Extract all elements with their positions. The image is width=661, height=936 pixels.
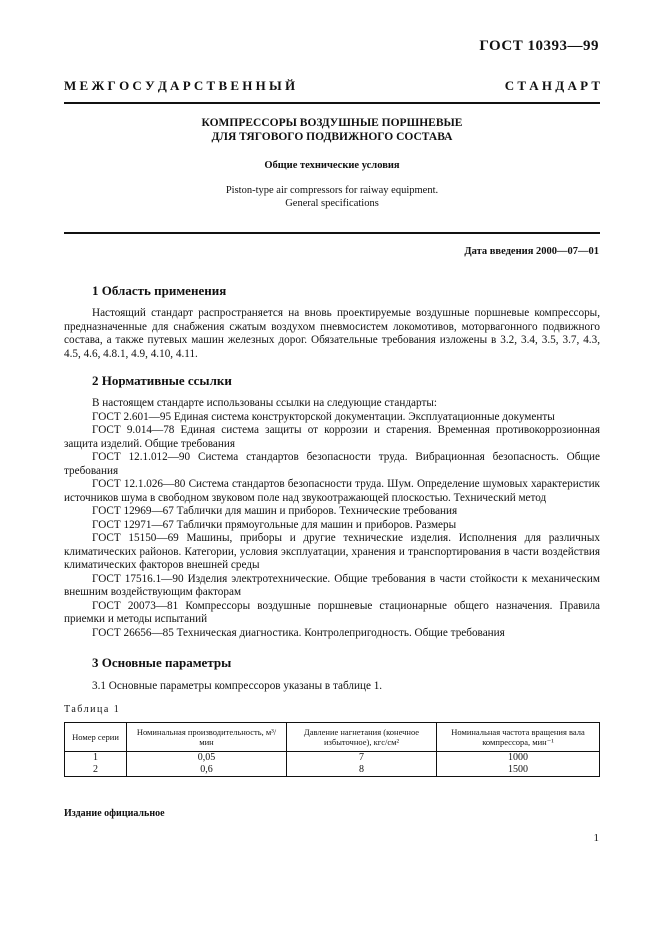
table-cell: 1000 [437,752,600,765]
normative-ref: ГОСТ 12969—67 Таблички для машин и приборов. Технические требования [92,505,458,517]
normative-ref: ГОСТ 26656—85 Техническая диагностика. Контролепригодность. Общие требования [92,626,505,639]
official-edition-label: Издание официальное [64,808,165,819]
normative-ref: ГОСТ 2.601—95 Единая система конструкторской документации. Эксплуатационные документы [92,410,555,423]
standard-word: С Т А Н Д А Р Т [504,78,600,93]
normative-ref: ГОСТ 12.1.012—90 Система стандартов безопасности труда. Вибрационная безопасность. Общие требования [64,451,600,477]
table-header-row [65,723,600,752]
interstate-word: М Е Ж Г О С У Д А Р С Т В Е Н Н Ы Й [64,78,296,93]
section1-body [64,307,600,361]
table-caption: Таблица 1 [64,704,121,715]
table-header-cell: Номер серии [65,723,127,752]
english-title-line-1: Piston-type air compressors for raiway equipment. [225,185,439,196]
section3-body [64,680,600,694]
table-cell: 0,6 [127,764,287,777]
title-line-1: КОМПРЕССОРЫ ВОЗДУШНЫЕ ПОРШНЕВЫЕ [201,117,463,129]
english-title-line-2: General specifications [285,198,379,209]
table-cell: 7 [287,752,437,765]
parameters-table [64,722,600,777]
table-row [65,752,600,765]
table-row [65,764,600,777]
table-cell: 8 [287,764,437,777]
normative-ref: ГОСТ 15150—69 Машины, приборы и другие технические изделия. Исполнения для различных климатических районов. Категории, условия эксплуатации, хранения и транспортирования в части воздействия климатических факторов внешней среды [64,532,600,571]
normative-ref: ГОСТ 20073—81 Компрессоры воздушные поршневые стационарные общего назначения. Правила приемки и методы испытаний [64,599,600,625]
table-header-cell: Номинальная частота вращения вала компрессора, мин⁻¹ [437,723,600,752]
section2-body [64,397,600,640]
section3-heading: 3 Основные параметры [92,655,232,670]
section2-intro: В настоящем стандарте использованы ссылки на следующие стандарты: [92,397,437,409]
section1-paragraph: Настоящий стандарт распространяется на вновь проектируемые воздушные поршневые компрессоры, предназначенные для снабжения сжатым воздухом пневмосистем локомотивов, моторвагонного подвижного состава, а также путевых машин железных дорог. Обязательные требования изложены в 3.2, 3.4, 3.5, 3.7, 4.3, 4.5, 4.6, 4.8.1, 4.9, 4.10, 4.11. [64,307,600,360]
table-cell: 2 [65,764,127,777]
normative-ref: ГОСТ 12.1.026—80 Система стандартов безопасности труда. Шум. Определение шумовых характеристик источников шума в свободном звуковом поле над звукоотражающей плоскостью. Технический метод [64,478,600,504]
table-cell: 0,05 [127,752,287,765]
title-bottom-rule [64,232,600,234]
table-header-cell: Давление нагнетания (конечное избыточное), кгс/см² [287,723,437,752]
document-subtitle: Общие технические условия [264,160,400,171]
table-cell: 1 [65,752,127,765]
normative-ref: ГОСТ 17516.1—90 Изделия электротехнические. Общие требования в части стойкости к механическим внешним воздействующим факторам [64,572,600,598]
section3-paragraph: 3.1 Основные параметры компрессоров указаны в таблице 1. [92,680,383,692]
top-rule [64,102,600,104]
normative-ref: ГОСТ 9.014—78 Единая система защиты от коррозии и старения. Временная противокоррозионная защита изделий. Общие требования [64,424,600,450]
document-title [64,116,600,144]
table-header-cell: Номинальная производительность, м³/мин [127,723,287,752]
title-line-2: ДЛЯ ТЯГОВОГО ПОДВИЖНОГО СОСТАВА [211,131,453,143]
section2-heading: 2 Нормативные ссылки [92,373,232,388]
english-title [64,184,600,210]
introduction-date: Дата введения 2000—07—01 [464,246,599,257]
section1-heading: 1 Область применения [92,283,227,298]
table-cell: 1500 [437,764,600,777]
interstate-standard-banner [64,78,600,94]
gost-number: ГОСТ 10393—99 [479,38,599,54]
page-number: 1 [593,832,599,844]
normative-ref: ГОСТ 12971—67 Таблички прямоугольные для машин и приборов. Размеры [92,518,457,531]
